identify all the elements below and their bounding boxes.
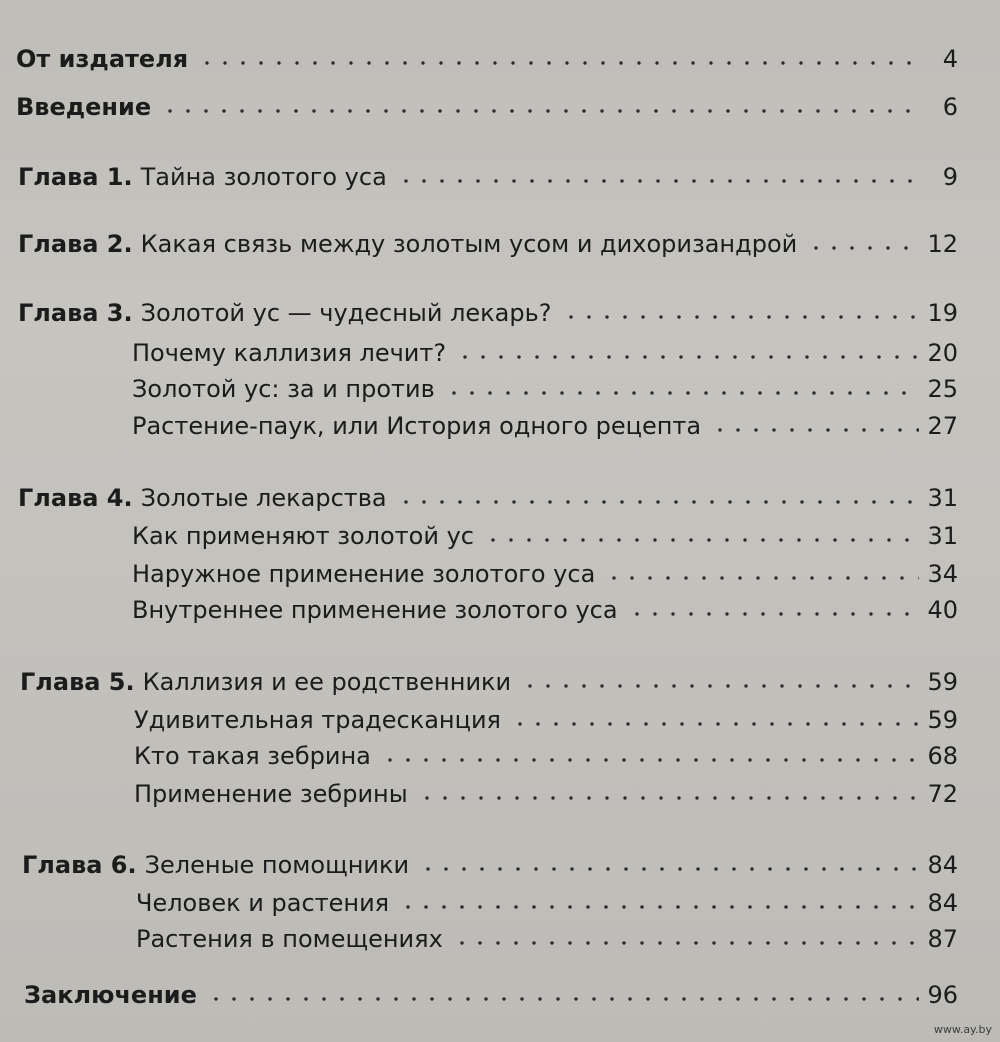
toc-label: Человек и растения [136, 889, 390, 917]
chapter-number: Глава 6. [22, 851, 137, 879]
toc-label: Золотые лекарства [140, 484, 387, 512]
dot-leader [381, 755, 920, 765]
toc-label: Зеленые помощники [144, 851, 410, 879]
toc-chapter-6 [22, 850, 958, 880]
dot-leader [198, 58, 920, 68]
toc-page-number: 87 [927, 925, 958, 953]
toc-subsection [136, 888, 958, 918]
toc-page-number: 72 [927, 780, 958, 808]
toc-chapter-3 [18, 298, 958, 328]
toc-label: Почему каллизия лечит? [132, 339, 447, 367]
toc-label: Кто такая зебрина [134, 742, 371, 770]
toc-chapter-4 [18, 483, 958, 513]
toc-label: Заключение [24, 981, 197, 1009]
toc-label: Тайна золотого уса [140, 163, 387, 191]
toc-chapter-1 [18, 162, 958, 192]
toc-page-number: 27 [927, 412, 958, 440]
toc-page-number: 68 [927, 742, 958, 770]
toc-page-number: 31 [927, 522, 958, 550]
toc-label: Золотой ус — чудесный лекарь? [140, 299, 552, 327]
dot-leader [456, 352, 919, 362]
toc-subsection [132, 374, 958, 404]
toc-page-number: 34 [927, 560, 958, 588]
toc-label: Удивительная традесканция [134, 706, 501, 734]
dot-leader [453, 938, 920, 948]
toc-page-number: 6 [942, 93, 958, 121]
toc-subsection [132, 411, 958, 441]
toc-label: Наружное применение золотого уса [132, 560, 596, 588]
toc-page-number: 19 [927, 299, 958, 327]
toc-page-number: 84 [927, 851, 958, 879]
toc-conclusion [24, 980, 958, 1010]
toc-subsection [132, 559, 958, 589]
dot-leader [511, 719, 919, 729]
toc-page-number: 59 [927, 706, 958, 734]
chapter-number: Глава 2. [18, 230, 133, 258]
toc-label: Какая связь между золотым усом и дихоризандрой [140, 230, 798, 258]
dot-leader [807, 243, 919, 253]
toc-subsection [134, 705, 958, 735]
toc-subsection [132, 338, 958, 368]
dot-leader [711, 425, 919, 435]
toc-label: Растения в помещениях [136, 925, 443, 953]
dot-leader [161, 106, 920, 116]
dot-leader [397, 497, 920, 507]
toc-page-number: 4 [942, 45, 958, 73]
dot-leader [418, 793, 920, 803]
toc-page-number: 31 [927, 484, 958, 512]
toc-label: От издателя [16, 45, 189, 73]
toc-label: Введение [16, 93, 152, 121]
dot-leader [628, 609, 920, 619]
watermark: www.ay.by [933, 1023, 992, 1036]
dot-leader [484, 535, 919, 545]
toc-label: Золотой ус: за и против [132, 375, 435, 403]
dot-leader [399, 902, 919, 912]
toc-page-number: 20 [927, 339, 958, 367]
toc-page-number: 40 [927, 596, 958, 624]
toc-page-number: 59 [927, 668, 958, 696]
dot-leader [397, 176, 920, 186]
dot-leader [562, 312, 920, 322]
toc-page-number: 9 [942, 163, 958, 191]
toc-label: Растение-паук, или История одного рецепта [132, 412, 702, 440]
toc-chapter-5 [20, 667, 958, 697]
chapter-number: Глава 3. [18, 299, 133, 327]
dot-leader [445, 388, 920, 398]
toc-subsection [134, 741, 958, 771]
toc-label: Внутреннее применение золотого уса [132, 596, 618, 624]
toc-subsection [136, 924, 958, 954]
toc-introduction [16, 92, 958, 122]
dot-leader [605, 573, 919, 583]
dot-leader [207, 994, 920, 1004]
chapter-number: Глава 5. [20, 668, 135, 696]
toc-page-number: 84 [927, 889, 958, 917]
toc-subsection [134, 779, 958, 809]
toc-label: Применение зебрины [134, 780, 408, 808]
toc-page-number: 12 [927, 230, 958, 258]
toc-label: Как применяют золотой ус [132, 522, 474, 550]
toc-chapter-2 [18, 229, 958, 259]
chapter-number: Глава 1. [18, 163, 133, 191]
toc-subsection [132, 521, 958, 551]
toc-page-number: 25 [927, 375, 958, 403]
toc-label: Каллизия и ее родственники [142, 668, 512, 696]
dot-leader [419, 864, 919, 874]
toc-page-number: 96 [927, 981, 958, 1009]
toc-subsection [132, 595, 958, 625]
dot-leader [521, 681, 919, 691]
toc-from-publisher [16, 44, 958, 74]
chapter-number: Глава 4. [18, 484, 133, 512]
